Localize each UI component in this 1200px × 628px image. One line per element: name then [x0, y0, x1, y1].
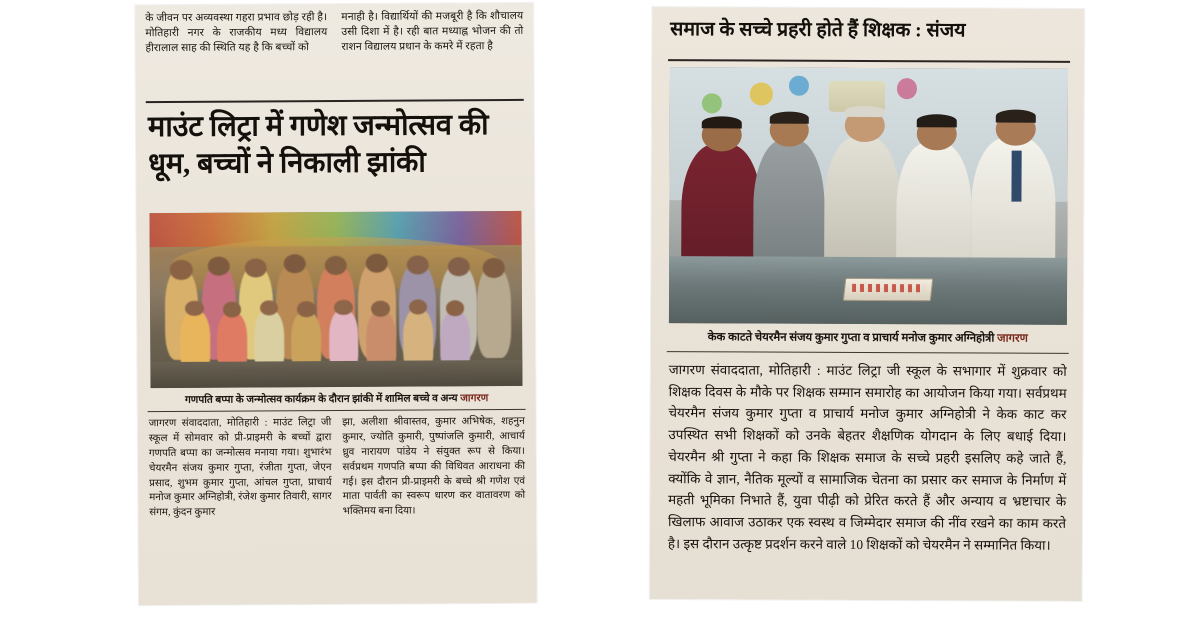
left-photo-caption: [151, 391, 523, 407]
left-photo-credit: जागरण: [460, 393, 489, 405]
left-newspaper-clipping: [135, 3, 537, 605]
right-photo-caption-text: केक काटते चेयरमैन संजय कुमार गुप्ता व प्राचार्य मनोज कुमार अग्निहोत्री: [707, 331, 995, 345]
right-body-text: जागरण संवाददाता, मोतिहारी : माउंट लिट्रा जी स्कूल के सभागार में शुक्रवार को शिक्षक दिवस के मौके पर शिक्षक सम्मान समारोह का आयोजन किया गया। सर्वप्रथम चेयरमैन संजय कुमार गुप्ता व प्राचार्य मनोज कुमार अग्निहोत्री ने केक काट कर उपस्थित सभी शिक्षकों को उनके बेहतर शैक्षणिक योगदान के लिए बधाई दिया। चेयरमैन श्री गुप्ता ने कहा कि शिक्षक समाज के सच्चे प्रहरी इसलिए कहे जाते हैं, क्योंकि वे ज्ञान, नैतिक मूल्यों व सामाजिक चेतना का प्रसार कर समाज के निर्माण में महती भूमिका निभाते हैं, युवा पीढ़ी को प्रेरित करते हैं और अन्याय व भ्रष्टाचार के खिलाफ आवाज उठाकर एक स्वस्थ व जिम्मेदार समाज की नींव रखने का काम करते है। इस दौरान उत्कृष्ट प्रदर्शन करने वाले 10 शिक्षकों को चेयरमैन ने सम्मानित किया।: [667, 362, 1067, 553]
left-top-fragment: [145, 9, 524, 97]
left-top-fragment-col-2: मनाही है। विद्यार्थियों की मजबूरी है कि शौचालय उसी दिशा में है। रही बात मध्याह्न भोजन की तो राशन विद्यालय प्रधान के कमरे में रहता है: [341, 10, 524, 54]
right-newspaper-clipping: [650, 7, 1085, 601]
left-body-columns: [149, 415, 526, 593]
right-photo-credit: जागरण: [997, 332, 1028, 345]
cake-cutting-photo: [669, 67, 1068, 325]
left-body-col-2: झा, अलीशा श्रीवास्तव, कुमार अभिषेक, शहनुन कुमार, ज्योति कुमारी, पुष्पांजलि कुमारी, आचार्य ध्रुव नारायण पांडेय ने संयुक्त रूप से किया। सर्वप्रथम गणपति बप्पा की विधिवत आराधना की गई। इस दौरान प्री-प्राइमरी के बच्चे श्री गणेश एवं माता पार्वती का स्वरूप धारण कर वातावरण को भक्तिमय बना दिया।: [342, 415, 526, 518]
right-headline-rule: [668, 59, 1070, 62]
left-headline: माउंट लिट्रा में गणेश जन्मोत्सव की धूम, बच्चों ने निकाली झांकी: [147, 109, 489, 181]
right-caption-rule: [667, 351, 1069, 354]
left-headline-rule: [146, 99, 524, 103]
left-photo-caption-text: गणपति बप्पा के जन्मोत्सव कार्यक्रम के दौरान झांकी में शामिल बच्चे व अन्य: [184, 393, 458, 406]
left-top-fragment-col-1: के जीवन पर अव्यवस्था गहरा प्रभाव छोड़ रही है। मोतिहारी नगर के राजकीय मध्य विद्यालय हीरालाल साह की स्थिति यह है कि बच्चों को: [145, 12, 328, 55]
right-headline: समाज के सच्चे प्रहरी होते हैं शिक्षक : संजय: [670, 19, 966, 42]
ganesh-jhanki-photo: [149, 211, 522, 388]
right-photo-caption: [667, 329, 1069, 346]
left-caption-rule: [148, 409, 526, 412]
left-body-col-1: जागरण संवाददाता, मोतिहारी : माउंट लिट्रा जी स्कूल में सोमवार को प्री-प्राइमरी के बच्चों द्वारा गणपति बप्पा का जन्मोत्सव मनाया गया। शुभारंभ चेयरमैन संजय कुमार गुप्ता, रंजीता गुप्ता, जेएन प्रसाद, शुभम कुमार गुप्ता, आंचल गुप्ता, प्राचार्य मनोज कुमार अग्निहोत्री, रंजेश कुमार तिवारी, सागर संगम, कुंदन कुमार: [148, 417, 332, 519]
